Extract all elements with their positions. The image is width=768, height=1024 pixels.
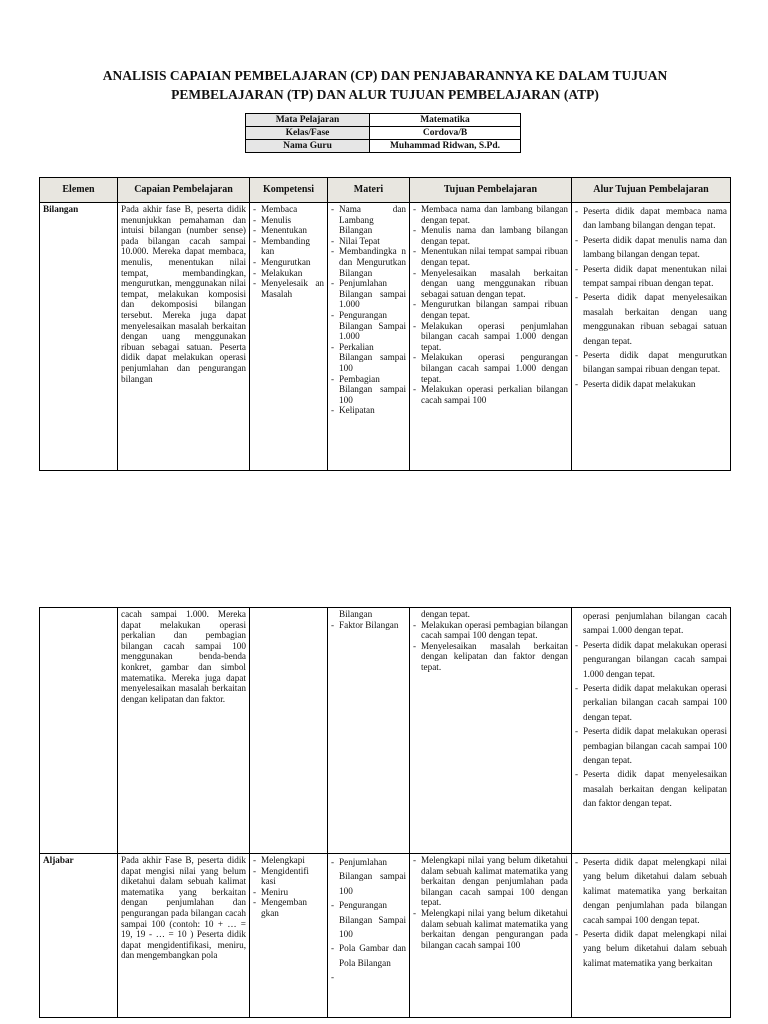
header-capaian: Capaian Pembelajaran (118, 178, 250, 203)
atp-cell (572, 608, 731, 854)
kompetensi-cell (250, 854, 328, 1018)
document-title (40, 66, 730, 104)
header-alur: Alur Tujuan Pembelajaran (572, 178, 731, 203)
list-item: - Peserta didik dapat menulis nama dan lambang bilangan dengan tepat. (575, 233, 727, 262)
list-item: - Peserta didik dapat melakukan (575, 377, 727, 391)
header-elemen: Elemen (40, 178, 118, 203)
info-row (246, 140, 521, 153)
list-item: - Pembagian Bilangan sampai 100 (331, 374, 406, 406)
list-item: - Melengkapi nilai yang belum diketahui dalam sebuah kalimat matematika yang berkaitan dengan pengurangan pada bilangan cacah sampai 100 (413, 908, 568, 950)
atp-cell (572, 854, 731, 1018)
list-item: - Menyelesaik an Masalah (253, 278, 324, 299)
list-item: - Peserta didik dapat mengurutkan bilangan sampai ribuan dengan tepat. (575, 348, 727, 377)
list-item: - Membaca (253, 204, 324, 215)
list-item: - Peserta didik dapat menyelesaikan masalah berkaitan dengan kelipatan dan faktor dengan tepat. (575, 767, 727, 810)
bullet-list (253, 204, 324, 299)
info-value: Muhammad Ridwan, S.Pd. (370, 140, 521, 153)
bullet-list (413, 204, 568, 405)
bullet-list (575, 204, 727, 391)
list-item: - Penjumlahan Bilangan sampai 100 (331, 855, 406, 898)
table-row-bilangan-continued (40, 608, 731, 854)
info-value: Cordova/B (370, 127, 521, 140)
list-item: - Peserta didik dapat menentukan nilai tempat sampai ribuan dengan tepat. (575, 262, 727, 291)
header-row (40, 178, 731, 203)
list-item: - Menentukan (253, 225, 324, 236)
atp-continued: operasi penjumlahan bilangan cacah sampai 1.000 dengan tepat. (583, 611, 727, 636)
table-row-aljabar (40, 854, 731, 1018)
list-item: - Melakukan operasi pembagian bilangan cacah sampai 100 dengan tepat. (413, 620, 568, 641)
list-item: - Peserta didik dapat melengkapi nilai yang belum diketahui dalam sebuah kalimat matematika yang berkaitan dengan penjumlahan pada bilangan cacah sampai 100 dengan tepat. (575, 855, 727, 927)
header-materi: Materi (328, 178, 410, 203)
materi-continued: Bilangan (339, 609, 373, 619)
bullet-list (413, 620, 568, 673)
list-item: - Membaca nama dan lambang bilangan dengan tepat. (413, 204, 568, 225)
list-item: - Pola Gambar dan Pola Bilangan (331, 941, 406, 970)
list-item: - Peserta didik dapat melakukan operasi pengurangan bilangan cacah sampai 1.000 dengan tepat. (575, 638, 727, 681)
kompetensi-cell (250, 203, 328, 471)
list-item: - Nama dan Lambang Bilangan (331, 204, 406, 236)
list-item: - Mengurutkan bilangan sampai ribuan dengan tepat. (413, 299, 568, 320)
list-item: - Menulis (253, 215, 324, 226)
elemen-cell (40, 608, 118, 854)
elemen-cell: Bilangan (40, 203, 118, 471)
tp-continued: dengan tepat. (421, 609, 470, 619)
materi-cell (328, 608, 410, 854)
bullet-list (575, 855, 727, 970)
title-line-2: PEMBELAJARAN (TP) DAN ALUR TUJUAN PEMBELAJARAN (ATP) (171, 87, 599, 102)
tp-cell (410, 203, 572, 471)
elemen-cell: Aljabar (40, 854, 118, 1018)
list-item: - Melakukan operasi perkalian bilangan cacah sampai 100 (413, 384, 568, 405)
list-item: - Melakukan operasi pengurangan bilangan cacah sampai 1.000 dengan tepat. (413, 352, 568, 384)
bullet-list (413, 855, 568, 950)
table-row-bilangan (40, 203, 731, 471)
header-tujuan: Tujuan Pembelajaran (410, 178, 572, 203)
title-line-1: ANALISIS CAPAIAN PEMBELAJARAN (CP) DAN PENJABARANNYA KE DALAM TUJUAN (102, 68, 668, 83)
list-item: - Membandingka n dan Mengurutkan Bilangan (331, 246, 406, 278)
list-item: - Peserta didik dapat melakukan operasi perkalian bilangan cacah sampai 100 dengan tepat. (575, 681, 727, 724)
list-item: - Nilai Tepat (331, 236, 406, 247)
bullet-list (253, 855, 324, 919)
list-item: - Peserta didik dapat membaca nama dan lambang bilangan dengan tepat. (575, 204, 727, 233)
info-label: Mata Pelajaran (246, 114, 370, 127)
atp-cell (572, 203, 731, 471)
list-item: - Melengkapi nilai yang belum diketahui dalam sebuah kalimat matematika yang berkaitan dengan penjumlahan pada bilangan cacah sampai 100 dengan tepat. (413, 855, 568, 908)
list-item: - Melakukan operasi penjumlahan bilangan cacah sampai 1.000 dengan tepat. (413, 321, 568, 353)
cp-cell: cacah sampai 1.000. Mereka dapat melakukan operasi perkalian dan pembagian bilangan cacah sampai 100 menggunakan benda-benda konkret, gambar dan simbol matematika. Mereka juga dapat menyelesaikan masalah berkaitan dengan kelipatan dan faktor. (118, 608, 250, 854)
list-item: - Melakukan (253, 268, 324, 279)
cp-cell: Pada akhir fase B, peserta didik menunjukkan pemahaman dan intuisi bilangan (number sense) pada bilangan cacah sampai 10.000. Mereka dapat membaca, menulis, menentukan nilai tempat, membandingkan, mengurutkan, menggunakan nilai tempat, melakukan komposisi dan dekomposisi bilangan tersebut. Mereka juga dapat menyelesaikan masalah berkaitan dengan uang menggunakan ribuan sebagai satuan. Peserta didik dapat melakukan operasi penjumlahan dan pengurangan bilangan (118, 203, 250, 471)
tp-cell (410, 854, 572, 1018)
materi-cell (328, 854, 410, 1018)
cp-analysis-table-page-2 (39, 607, 731, 1018)
tp-cell (410, 608, 572, 854)
info-table (245, 113, 521, 153)
list-item: - Peserta didik dapat melakukan operasi pembagian bilangan cacah sampai 100 dengan tepat. (575, 724, 727, 767)
header-kompetensi: Kompetensi (250, 178, 328, 203)
list-item: - Menentukan nilai tempat sampai ribuan dengan tepat. (413, 246, 568, 267)
cp-analysis-table-page-1 (39, 177, 731, 471)
list-item: - Menyelesaikan masalah berkaitan dengan kelipatan dan faktor dengan tepat. (413, 641, 568, 673)
list-item: - Menyelesaikan masalah berkaitan dengan uang menggunakan ribuan sebagai satuan dengan tepat. (413, 268, 568, 300)
list-item: - Perkalian Bilangan sampai 100 (331, 342, 406, 374)
list-item: - Faktor Bilangan (331, 620, 406, 631)
info-label: Kelas/Fase (246, 127, 370, 140)
bullet-list (331, 855, 406, 970)
info-row (246, 114, 521, 127)
kompetensi-cell (250, 608, 328, 854)
cp-cell: Pada akhir Fase B, peserta didik dapat mengisi nilai yang belum diketahui dalam sebuah kalimat matematika yang berkaitan dengan penjumlahan dan pengurangan pada bilangan cacah sampai 100 (contoh: 10 + … = 19, 19 - … = 10 ) Peserta didik dapat mengidentifikasi, meniru, dan mengembangkan pola (118, 854, 250, 1018)
materi-cell (328, 203, 410, 471)
list-item: - Peserta didik dapat melengkapi nilai yang belum diketahui dalam sebuah kalimat matematika yang berkaitan (575, 927, 727, 970)
list-item: - Kelipatan (331, 405, 406, 416)
list-item: - Penjumlahan Bilangan sampai 1.000 (331, 278, 406, 310)
info-value: Matematika (370, 114, 521, 127)
list-item: - Mengidentifi kasi (253, 866, 324, 887)
info-label: Nama Guru (246, 140, 370, 153)
bullet-list (331, 204, 406, 416)
list-item: - Melengkapi (253, 855, 324, 866)
info-row (246, 127, 521, 140)
bullet-list (575, 638, 727, 811)
list-item: - Menulis nama dan lambang bilangan dengan tepat. (413, 225, 568, 246)
list-item: - Membanding kan (253, 236, 324, 257)
list-item: - Mengemban gkan (253, 897, 324, 918)
list-item: - Pengurangan Bilangan Sampai 100 (331, 898, 406, 941)
list-item: - Mengurutkan (253, 257, 324, 268)
bullet-list (331, 620, 406, 631)
list-item: - Pengurangan Bilangan Sampai 1.000 (331, 310, 406, 342)
list-item: - Peserta didik dapat menyelesaikan masalah berkaitan dengan uang menggunakan ribuan sebagai satuan dengan tepat. (575, 290, 727, 348)
list-item: - Meniru (253, 887, 324, 898)
